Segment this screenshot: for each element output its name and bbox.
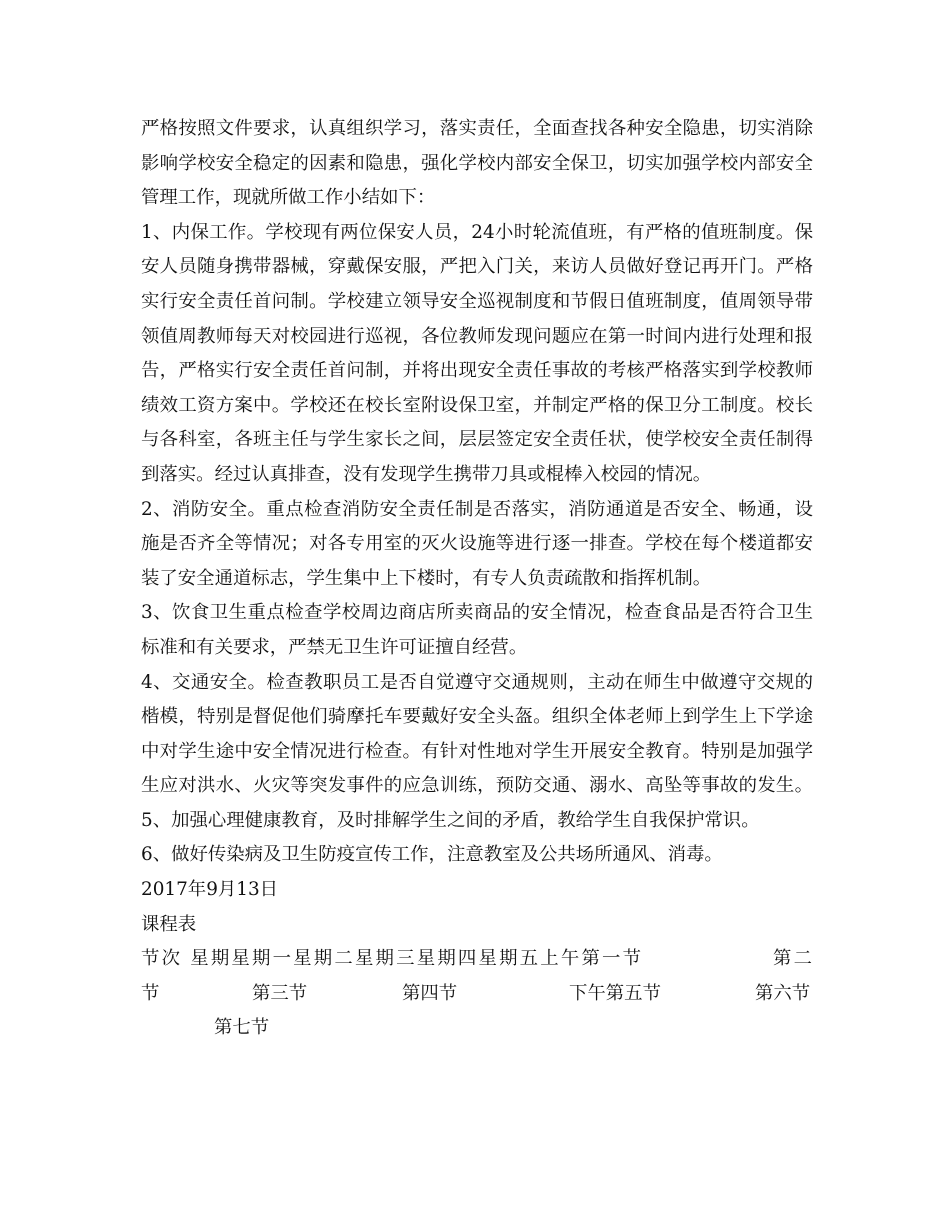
text-line: 影响学校安全稳定的因素和隐患，强化学校内部安全保卫，切实加强学校内部安全 bbox=[141, 152, 813, 174]
security-paragraph bbox=[141, 216, 813, 493]
schedule-table bbox=[141, 942, 813, 1046]
text-line: 6、做好传染病及卫生防疫宣传工作，注意教室及公共场所通风、消毒。 bbox=[141, 844, 723, 866]
text-line: 5、加强心理健康教育，及时排解学生之间的矛盾，教给学生自我保护常识。 bbox=[141, 809, 760, 831]
text-line: 绩效工资方案中。学校还在校长室附设保卫室，并制定严格的保卫分工制度。校长 bbox=[141, 394, 813, 416]
text-line: 与各科室，各班主任与学生家长之间，层层签定安全责任状，使学校安全责任制得 bbox=[141, 429, 813, 451]
text-line: 楷模，特别是督促他们骑摩托车要戴好安全头盔。组织全体老师上到学生上下学途 bbox=[141, 706, 813, 728]
text-line: 中对学生途中安全情况进行检查。有针对性地对学生开展安全教育。特别是加强学 bbox=[141, 740, 813, 762]
schedule-cell: 第七节 bbox=[214, 1017, 270, 1039]
epidemic-prevention-paragraph bbox=[141, 838, 813, 873]
schedule-row-last bbox=[141, 1011, 813, 1046]
schedule-header-end: 第二 bbox=[773, 948, 815, 970]
traffic-safety-paragraph bbox=[141, 666, 813, 804]
text-line: 严格按照文件要求，认真组织学习，落实责任，全面查找各种安全隐患，切实消除 bbox=[141, 118, 813, 139]
mental-health-paragraph bbox=[141, 804, 813, 839]
text-line: 4、交通安全。检查教职员工是否自觉遵守交通规则，主动在师生中做遵守交规的 bbox=[141, 671, 813, 693]
schedule-row-periods bbox=[141, 977, 813, 1012]
schedule-cell: 节 bbox=[141, 982, 160, 1004]
schedule-cell: 第六节 bbox=[755, 982, 811, 1004]
text-line: 标准和有关要求，严禁无卫生许可证擅自经营。 bbox=[141, 636, 528, 658]
schedule-cell: 第四节 bbox=[402, 982, 458, 1004]
text-line: 3、饮食卫生重点检查学校周边商店所卖商品的安全情况，检查食品是否符合卫生 bbox=[141, 602, 813, 624]
text-line: 实行安全责任首问制。学校建立领导安全巡视制度和节假日值班制度，值周领导带 bbox=[141, 290, 813, 312]
text-line: 告，严格实行安全责任首问制，并将出现安全责任事故的考核严格落实到学校教师 bbox=[141, 360, 813, 382]
schedule-cell: 下午第五节 bbox=[569, 982, 661, 1004]
text-line: 装了安全通道标志，学生集中上下楼时，有专人负责疏散和指挥机制。 bbox=[141, 567, 712, 589]
text-line: 到落实。经过认真排查，没有发现学生携带刀具或棍棒入校园的情况。 bbox=[141, 463, 712, 485]
document-date: 2017年9月13日 bbox=[141, 879, 279, 901]
text-line: 领值周教师每天对校园进行巡视，各位教师发现问题应在第一时间内进行处理和报 bbox=[141, 325, 813, 347]
fire-safety-paragraph bbox=[141, 493, 813, 597]
schedule-cell: 第三节 bbox=[252, 982, 308, 1004]
schedule-header-text: 节次 星期星期一星期二星期三星期四星期五上午第一节 bbox=[141, 948, 644, 970]
text-line: 施是否齐全等情况；对各专用室的灭火设施等进行逐一排查。学校在每个楼道都安 bbox=[141, 533, 813, 555]
schedule-title: 课程表 bbox=[141, 913, 197, 935]
schedule-row-header bbox=[141, 942, 813, 977]
text-line: 2、消防安全。重点检查消防安全责任制是否落实，消防通道是否安全、畅通，设 bbox=[141, 498, 813, 520]
document-page bbox=[141, 112, 813, 1046]
text-line: 1、内保工作。学校现有两位保安人员，24小时轮流值班，有严格的值班制度。保 bbox=[141, 221, 813, 243]
text-line: 安人员随身携带器械，穿戴保安服，严把入门关，来访人员做好登记再开门。严格 bbox=[141, 256, 813, 278]
text-line: 生应对洪水、火灾等突发事件的应急训练，预防交通、溺水、高坠等事故的发生。 bbox=[141, 775, 813, 797]
text-line: 管理工作，现就所做工作小结如下： bbox=[141, 187, 436, 209]
food-hygiene-paragraph bbox=[141, 596, 813, 665]
intro-paragraph bbox=[141, 112, 813, 216]
